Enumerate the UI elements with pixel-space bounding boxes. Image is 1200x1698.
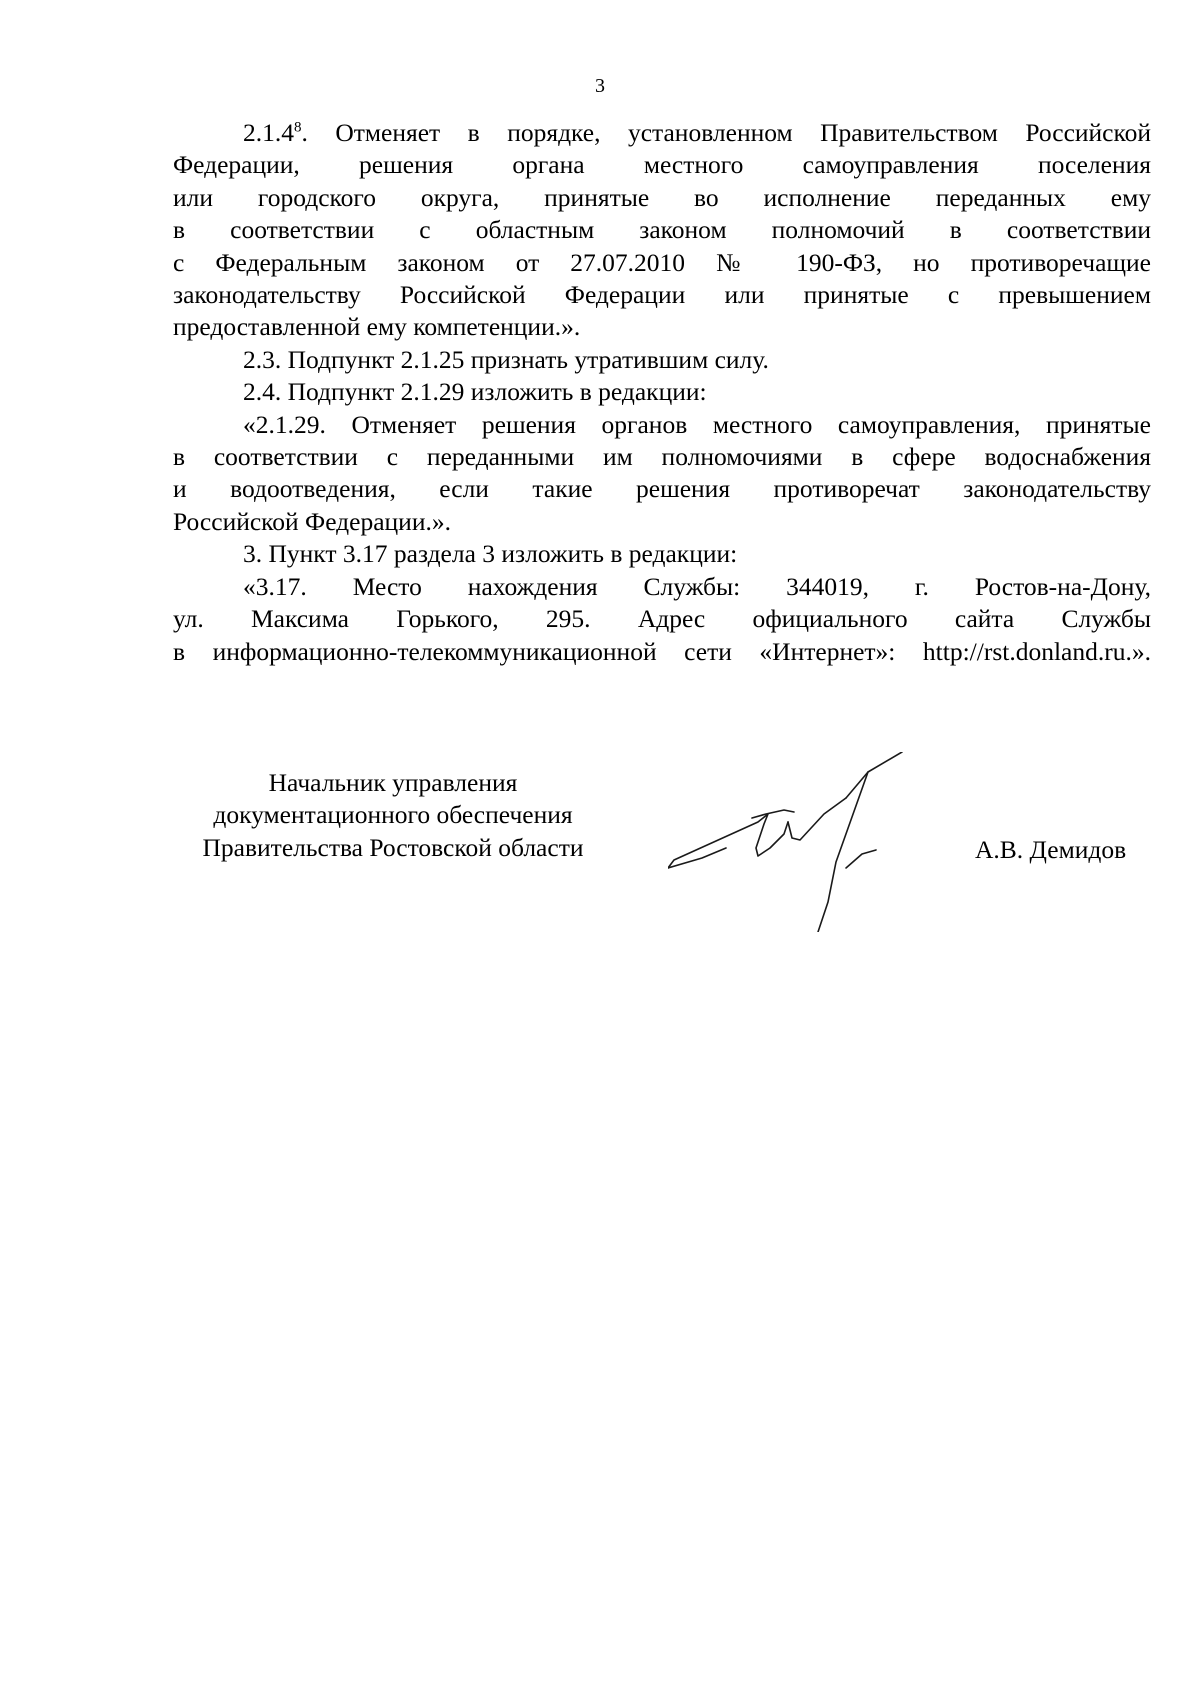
paragraph-line: в соответствии с областным законом полномочий в соответствии: [173, 215, 1151, 245]
paragraph-line: «3.17. Место нахождения Службы: 344019, г. Ростов-на-Дону,: [243, 571, 1151, 601]
document-body: [173, 117, 1151, 668]
paragraph-line: 3. Пункт 3.17 раздела 3 изложить в редакции:: [243, 539, 738, 569]
paragraph-line: [173, 117, 1151, 149]
paragraph-line: Российской Федерации.».: [173, 506, 451, 536]
signatory-title-line: Начальник управления: [268, 768, 518, 797]
paragraph-3: [173, 538, 1151, 570]
paragraph-line: в информационно-телекоммуникационной сети «Интернет»: http://rst.donland.ru.».: [173, 636, 1151, 666]
paragraph-line: предоставленной ему компетенции.».: [173, 312, 581, 342]
paragraph-2-3: [173, 344, 1151, 376]
paragraph-2-1-4-8: [173, 117, 1151, 344]
clause-superscript: 8: [294, 119, 302, 136]
paragraph-line: Федерации, решения органа местного самоуправления поселения: [173, 150, 1151, 180]
page-number: 3: [595, 75, 605, 97]
paragraph-2-4: [173, 376, 1151, 408]
paragraph-line: законодательству Российской Федерации или принятые с превышением: [173, 280, 1151, 310]
paragraph-line: 2.4. Подпункт 2.1.29 изложить в редакции:: [243, 377, 707, 407]
signatory-title: [173, 767, 613, 864]
paragraph-3-17-quote: [173, 571, 1151, 668]
paragraph-line: или городского округа, принятые во исполнение переданных ему: [173, 182, 1151, 212]
paragraph-line: и водоотведения, если такие решения противоречат законодательству: [173, 474, 1151, 504]
clause-number: 2.1.4: [243, 118, 294, 147]
paragraph-line: «2.1.29. Отменяет решения органов местного самоуправления, принятые: [243, 409, 1151, 439]
paragraph-line: в соответствии с переданными им полномочиями в сфере водоснабжения: [173, 442, 1151, 472]
paragraph-2-1-29-quote: [173, 409, 1151, 539]
signer-name: А.В. Демидов: [975, 835, 1127, 864]
paragraph-line: ул. Максима Горького, 295. Адрес официального сайта Службы: [173, 604, 1151, 634]
paragraph-line: с Федеральным законом от 27.07.2010 № 190-ФЗ, но противоречащие: [173, 247, 1151, 277]
signatory-title-line: документационного обеспечения: [213, 800, 573, 830]
handwritten-signature: [668, 752, 948, 932]
signatory-title-line: Правительства Ростовской области: [202, 832, 584, 862]
paragraph-line: 2.3. Подпункт 2.1.25 признать утратившим силу.: [243, 344, 769, 374]
paragraph-text: . Отменяет в порядке, установленном Правительством Российской: [301, 118, 1151, 147]
